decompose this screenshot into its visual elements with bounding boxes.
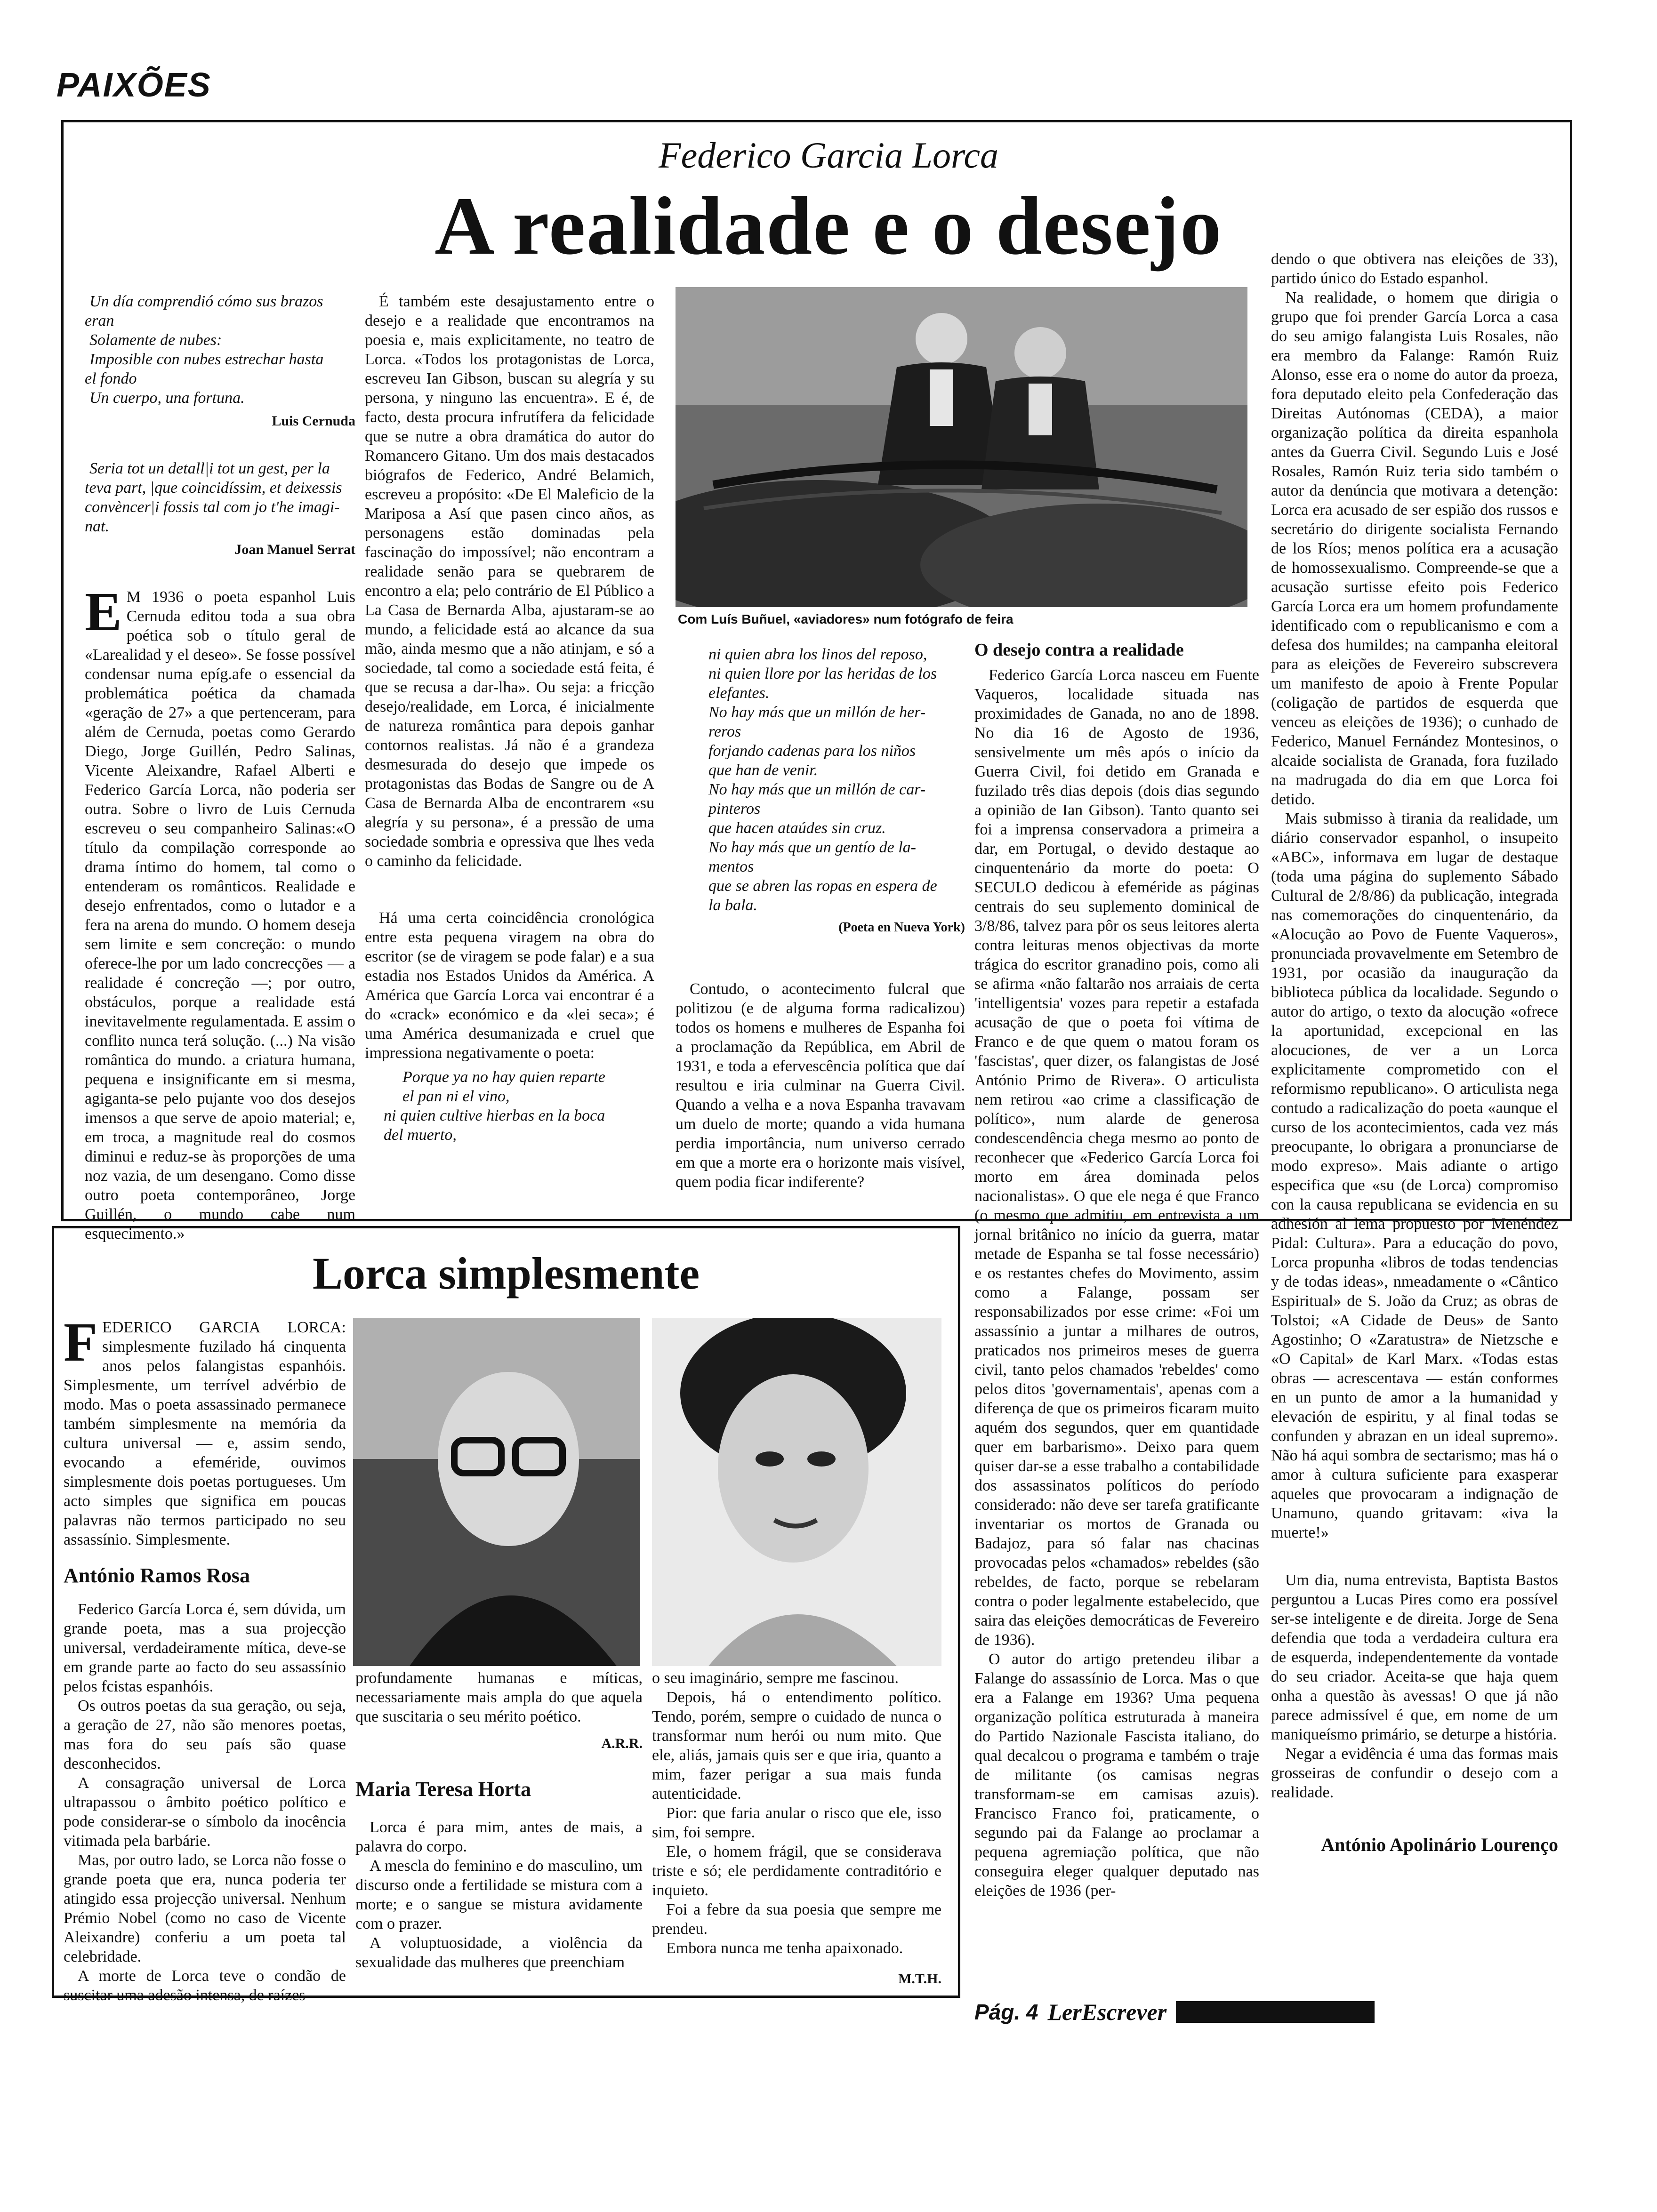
subheading: O desejo contra a realidade <box>974 640 1184 660</box>
contributor-name: Maria Teresa Horta <box>355 1778 531 1801</box>
paragraph: Lorca é para mim, antes de mais, a palavra do corpo. <box>355 1819 643 1855</box>
poem-excerpt <box>365 1067 654 1145</box>
epigraph-line: Un día comprendió cómo sus brazos <box>89 293 323 310</box>
poem-line: que hacen ataúdes sin cruz. <box>708 819 886 837</box>
paragraph-text: EDERICO GARCIA LORCA: simplesmente fuzilado há cinquenta anos pelos falangistas espanhóis. Simplesmente, um terrível advérbio de modo. Mas o poeta assassinado permanece também simplesmente na memória da cultura universal — e, assim sendo, evocando a efeméride, ouvimos simplesmente dois poetas portugueses. Um acto simples que significa em poucas palavras não termos participado no seu assassínio. Simplesmente. <box>64 1319 346 1548</box>
poem-line: ni quien abra los linos del reposo, <box>708 646 927 663</box>
photo-illustration <box>353 1318 640 1666</box>
epigraph-author: Joan Manuel Serrat <box>234 542 355 557</box>
photo-illustration <box>652 1318 941 1666</box>
epigraph-line: nat. <box>85 518 109 535</box>
article-kicker: Federico Garcia Lorca <box>658 135 999 176</box>
column-3-body <box>676 979 965 1192</box>
page-number: Pág. 4 <box>974 2000 1038 2024</box>
drop-cap: E <box>85 581 122 642</box>
paragraph: Mais submisso à tirania da realidade, um diário conservador espanhol, o insupeito «ABC», informava em lugar de destaque (toda uma página do suplemento Sábado Cultural de 2/8/86) da publicação, integrada nas comemorações do cinquentenário, da «Alocução ao Povo de Fuente Vaqueros», pronunciada provavelmente em Setembro de 1931, por ocasião da inauguração da biblioteca pública da localidade. Segundo o autor do artigo, o texto da alocução «ofrece la aportunidad, excepcional en las alocuciones, de ver a un Lorca explicitamente comprometido con el reformismo republicano». O articulista nega contudo a radicalização do poeta «aunque el curso de los acontecimientos, cada vez más preocupante, lo obrigara a pronunciarse de modo expreso». Mais adiante o artigo especifica que «su (de Lorca) compromiso con la causa republicana se evidencia en su adhesión al lema propuesto por Menéndez Pidal: Cultura». Para a educação do povo, Lorca propunha «libros de todas tendencias y de todas ideas», nmeadamente o «Cântico Espiritual» de S. João da Cruz; as obras de Tolstoi; «A Cidade de Deus» de Santo Agostinho; O «Zaratustra» de Nietzsche e «O Capital» de Karl Marx. «Todas estas obras — acrescentava — están conformes en un punto de amor a la humanidad y elevación de espiritu, y al final todas se confunden y abrazan en un ideal supremo». Não há aqui sombra de sectarismo; mas há o amor à cultura suficiente para exasperar aqueles que provocaram a indignação de Unamuno, quando gritavam: «iva la muerte!» <box>1271 810 1558 1541</box>
epigraph-cernuda <box>85 292 355 431</box>
paragraph: Depois, há o entendimento político. Tendo, porém, sempre o cuidado de nunca o transformar num herói ou num mito. Que ele, aliás, jamais quis ser e que iria, quanto a mim, fazer perigar a sua mais funda autenticidade. <box>652 1689 941 1803</box>
epigraph-line: eran <box>85 312 114 329</box>
paragraph: Federico García Lorca é, sem dúvida, um grande poeta, mas a sua projecção universal, verdadeiramente mítica, deve-se em grande parte ao facto do seu assassínio pelos fcistas espanhóis. <box>64 1601 346 1695</box>
paragraph: A morte de Lorca teve o condão de suscitar uma adesão intensa, de raízes <box>64 1967 346 2004</box>
photo-illustration <box>676 287 1247 607</box>
paragraph: O autor do artigo pretendeu ilibar a Falange do assassínio de Lorca. Mas o que era a Falange em 1936? Uma pequena organização política estruturada à maneira do Partido Nazionale Fascista italiano, do qual decalcou o programa e também o traje de militante (os camisas negras transformam-se em camisas azuis). Francisco Franco foi, praticamente, o segundo pai da Falange ao proclamar a pequena agremiação política, que não conseguira eleger qualquer deputado nas eleições de 1936 (per- <box>974 1651 1259 1899</box>
poem-line: del muerto, <box>384 1126 457 1144</box>
paragraph: Os outros poetas da sua geração, ou seja, a geração de 27, não são menores poetas, mas fora do seu país são quase desconhecidos. <box>64 1697 346 1772</box>
box-arr-text <box>64 1600 346 2005</box>
epigraph-author: Luis Cernuda <box>272 413 355 429</box>
paragraph: Pior: que faria anular o risco que ele, isso sim, foi sempre. <box>652 1804 941 1841</box>
poem-line: ni quien cultive hierbas en la boca <box>384 1107 605 1124</box>
poem-line: No hay más que un millón de car- <box>708 781 926 798</box>
paragraph: É também este desajustamento entre o desejo e a realidade que encontramos na poesia e, mais explicitamente, no teatro de Lorca. «Todos los protagonistas de Lorca, escreveu Ian Gibson, buscan su alegría y su persona, y ninguno las encuentra». E é, de facto, desta procura infrutífera da felicidade que se nutre a obra dramática do autor do Romancero Gitano. Um dos mais destacados biógrafos de Federico, André Belamich, escreveu a propósito: «De El Maleficio de la Mariposa a Así que pasen cinco años, as personagens estão dominadas pela fascinação do impossível; não encontram a realidade senão para se quebrarem de encontro a ela; pelo contrário de El Público a La Casa de Bernarda Alba, ajustaram-se ao mundo, a felicidade está ao alcance da sua mão, ainda mesmo que a não atinjam, e só a sociedade, tal como a sociedade está feita, é que se recusa a dar-lha». Ou seja: a fricção desejo/realidade, em Lorca, é inicialmente de natureza romântica para depois ganhar contornos realistas. Já não é a grandeza desmesurada do desejo que impede os protagonistas das Bodas de Sangre ou de A Casa de Bernarda Alba de encontrarem «su alegría y su persona», é a pressão de uma sociedade sombria e opressiva que lhes veda o caminho da felicidade. <box>365 293 654 870</box>
paragraph: Federico García Lorca nasceu em Fuente Vaqueros, localidade situada nas proximidades de Ganada, no ano de 1898. No dia 16 de Agosto de 1936, sensivelmente um mês após o início da Guerra Civil, foi detido em Granada e fuzilado três dias depois (dois dias segundo a opinião de Ian Gibson). Tanto quanto sei foi a imprensa conservadora a primeira a dar, em Portugal, o devido destaque ao cinquentenário da morte do poeta: O SECULO dedicou à efeméride as páginas centrais do seu suplemento dominical de 3/8/86, talvez para pôr os seus leitores alerta contra leituras menos objectivas da morte trágica do escritor granadino pois, como ali se afirma «não faltarão nos arraiais de certa 'intelligentsia' vozes para repetir a estafada acusação de que o poeta foi vítima de Franco e de que quem o matou foram os 'fascistas', quer dizer, os falangistas de José António Primo de Rivera». O articulista nem retirou «ao crime a classificação de político», num alarde de generosa condescendência chega mesmo ao ponto de reconhecer que «Federico García Lorca foi morto em área dominada pelos nacionalistas». O que ele nega é que Franco (o mesmo que admitiu, em entrevista a um jornal britânico no início da guerra, matar metade de Espanha se tal fosse necessário) e os restantes chefes do Movimento, assim como a Falange, possam ser responsabilizados por esse crime: «Foi um assassínio a juntar a milhares de outros, praticados nos primeiros meses de guerra civil, tanto pelos chamados 'rebeldes' como pelos ditos 'governamentais', apenas com a diferença de que os primeiros ficaram muito aquém dos segundos, quer em quantidade quer em barbarismo». Deixo para quem quiser dar-se a esse trabalho a contabilidade dos assassinatos políticos do período considerado: não deve ser tarefa gratificante inventariar os mortos de Granada ou Badajoz, para só falar nas chacinas provocadas pelos «chamados» rebeldes (são rebeldes, de facto, porque se rebelaram contra o poder legalmente estabelecido, que saira das eleições democráticas de Fevereiro de 1936). <box>974 666 1259 1649</box>
poem-line: No hay más que un gentío de la- <box>708 839 916 856</box>
footer-bar <box>1176 2001 1375 2023</box>
poem-source: (Poeta en Nueva York) <box>838 920 965 935</box>
box-title: Lorca simplesmente <box>312 1248 700 1298</box>
paragraph: Na realidade, o homem que dirigia o grupo que foi prender García Lorca a casa do seu amigo falangista Luis Rosales, não era membro da Falange: Ramón Ruiz Alonso, esse era o nome do autor da proeza, fora deputado eleito pela Confederação das Direitas Autónomas (CEDA), a maior organização política da direita espanhola antes da Guerra Civil. Segundo Luis e José Rosales, Ramón Ruiz teria sido também o autor da denúncia que motivara a detenção: Lorca era acusado de ser espião dos russos e secretário do dirigente socialista Fernando de los Ríos; menos política era a acusação de homossexualismo. Compreende-se que a acusação surtisse efeito pois Federico García Lorca era um homem profundamente identificado com o republicanismo e com a defesa dos humildes; na campanha eleitoral para as eleições de Fevereiro subscrevera um manifesto de apoio à Frente Popular (coligação de partidos de esquerda que venceu as eleições de 1936); o cunhado de Federico, Manuel Fernández Montesinos, o alcaide socialista de Granada, fora fuzilado na madrugada do dia em que Lorca foi detido. <box>1271 289 1558 808</box>
page-footer <box>974 1996 1375 2028</box>
section-tag: PAIXÕES <box>56 66 211 104</box>
epigraph-line: Imposible con nubes estrechar hasta <box>89 351 324 368</box>
column-4 <box>974 640 1259 1900</box>
paragraph: profundamente humanas e míticas, necessariamente mais ampla do que aquela que suscitaria o seu mérito poético. <box>355 1669 643 1725</box>
column-2 <box>365 292 654 1145</box>
paragraph: Contudo, o acontecimento fulcral que politizou (e de alguma forma radicalizou) todos os homens e mulheres de Espanha foi a proclamação da República, em Abril de 1931, e toda a efervescência política que daí resultou e iria culminar na Guerra Civil. Quando a velha e a nova Espanha travavam um duelo de morte; quando a vida humana perdia importância, num universo cerrado em que a morte era o horizonte mais visível, quem podia ficar indiferente? <box>676 980 965 1191</box>
box-column-1 <box>64 1311 346 2005</box>
box-intro <box>64 1311 346 1549</box>
column-1 <box>85 292 355 1243</box>
paragraph: o seu imaginário, sempre me fascinou. <box>652 1669 899 1687</box>
paragraph: A mescla do feminino e do masculino, um discurso onde a fertilidade se mistura com a morte; e o sangue se mistura avidamente com o prazer. <box>355 1857 643 1932</box>
paragraph: Foi a febre da sua poesia que sempre me prendeu. <box>652 1901 941 1938</box>
photo-teresa-horta <box>652 1318 941 1666</box>
paragraph: A consagração universal de Lorca ultrapassou o âmbito poético político e pode considerar-se o símbolo da inocência vitimada pela barbárie. <box>64 1774 346 1850</box>
poem-line: forjando cadenas para los niños <box>708 742 916 760</box>
poem-line: reros <box>708 723 741 740</box>
epigraph-line: Un cuerpo, una fortuna. <box>89 389 245 407</box>
paragraph: Negar a evidência é uma das formas mais grosseiras de confundir o desejo com a realidade. <box>1271 1745 1558 1801</box>
paragraph <box>64 1311 346 1549</box>
poem-line: que se abren las ropas en espera de <box>708 877 937 895</box>
paragraph: A voluptuosidade, a violência da sexualidade das mulheres que preenchiam <box>355 1934 643 1971</box>
epigraph-line: convèncer|i fossis tal com jo t'he imagi- <box>85 498 340 516</box>
poem-line: el pan ni el vino, <box>402 1088 510 1105</box>
poem-line: No hay más que un millón de her- <box>708 704 926 721</box>
paragraph: Ele, o homem frágil, que se considerava triste e só; ele perdidamente contraditório e inquieto. <box>652 1843 941 1899</box>
contributor-name: António Ramos Rosa <box>64 1564 250 1587</box>
poem-line: mentos <box>708 858 754 875</box>
epigraph-serrat <box>85 459 355 559</box>
paragraph: Há uma certa coincidência cronológica entre esta pequena viragem na obra do escritor (se de viragem se pode falar) e a sua estadia nos Estados Unidos da América. A América que García Lorca vai encontrar é a do «crack» económico e da «lei seca»; é uma América desumanizada e cruel que impressiona negativamente o poeta: <box>365 909 654 1062</box>
poem-line: la bala. <box>708 897 757 914</box>
poem-line: ni quien llore por las heridas de los <box>708 665 937 682</box>
signature: A.R.R. <box>601 1736 643 1751</box>
column-4-body <box>974 665 1259 1900</box>
box-column-2 <box>355 1668 643 1972</box>
publication-name: LerEscrever <box>1047 1999 1167 2025</box>
box-column-3 <box>652 1668 941 1988</box>
signature: M.T.H. <box>898 1971 941 1987</box>
poem-line: elefantes. <box>708 684 770 702</box>
epigraph-line: teva part, |que coincidíssim, et deixessis <box>85 479 342 497</box>
article-author: António Apolinário Lourenço <box>1321 1834 1558 1855</box>
epigraph-line: Solamente de nubes: <box>89 331 222 349</box>
epigraph-line: el fondo <box>85 370 137 387</box>
photo-ramos-rosa <box>353 1318 640 1666</box>
paragraph: Embora nunca me tenha apaixonado. <box>666 1940 903 1957</box>
column-3 <box>676 645 965 1192</box>
column-1-body <box>85 581 355 1243</box>
epigraph-line: Seria tot un detall|i tot un gest, per la <box>89 460 330 477</box>
paragraph: dendo o que obtivera nas eleições de 33), partido único do Estado espanhol. <box>1271 250 1558 287</box>
drop-cap: F <box>64 1311 98 1373</box>
poem-line: Porque ya no hay quien reparte <box>402 1068 605 1086</box>
photo-lorca-bunuel <box>676 287 1247 607</box>
paragraph: Mas, por outro lado, se Lorca não fosse o grande poeta que era, nunca poderia ter atingido essa projecção universal. Nenhum Prémio Nobel (como no caso de Vicente Aleixandre) conferiu a um poeta tal celebridade. <box>64 1851 346 1965</box>
poem-line: que han de venir. <box>708 761 818 779</box>
paragraph <box>85 581 355 1243</box>
poem-excerpt <box>676 645 965 937</box>
paragraph-text: M 1936 o poeta espanhol Luis Cernuda editou toda a sua obra poética sob o título geral de «Larealidad y el deseo». Se fosse possível condensar numa epíg.afe o essencial da problemática poética da chamada «geração de 27» a que pertenceram, para além de Cernuda, poetas como Gerardo Diego, Jorge Guillén, Pedro Salinas, Vicente Aleixandre, Rafael Alberti e Federico García Lorca, não poderia ser outra. Sobre o livro de Luis Cernuda escreveu o seu companheiro Salinas:«O título da compilação corresponde ao drama íntimo do homem, tal como o entenderam os românticos. Realidade e desejo enfrentados, como o lutador e a fera na arena do mundo. O homem deseja sem limite e sem concreção: o mundo oferece-lhe por um lado concrecções — a realidade é concreção —; por outro, obstáculos, porque a realidade está inevitavelmente regulamentada. E assim o conflito nunca terá solução. (...) Na visão romântica do mundo. a criatura humana, pequena e insignificante em si mesma, agiganta-se pelo pujante voo dos desejos imensos a que serve de apoio material; e, em troca, a magnitude real do cosmos diminui e reduz-se às proporções de uma noz vazia, de um desengano. Como disse outro poeta contemporâneo, Jorge Guillén, o mundo cabe num esquecimento.» <box>85 588 355 1242</box>
photo-caption: Com Luís Buñuel, «aviadores» num fotógrafo de feira <box>678 612 1014 626</box>
poem-line: pinteros <box>708 800 761 817</box>
paragraph: Um dia, numa entrevista, Baptista Bastos perguntou a Lucas Pires como era possível ser-se inteligente e de direita. Jorge de Sena defendia que toda a verdadeira cultura era de esquerda, independentemente da vontade do seu criador. Aceita-se que haja quem onha a questão às avessas! O que já não parece admissível é que, em nome de um maniqueísmo primário, se deturpe a história. <box>1271 1571 1558 1743</box>
column-5 <box>1271 249 1558 1854</box>
article-title: A realidade e o desejo <box>434 180 1223 272</box>
